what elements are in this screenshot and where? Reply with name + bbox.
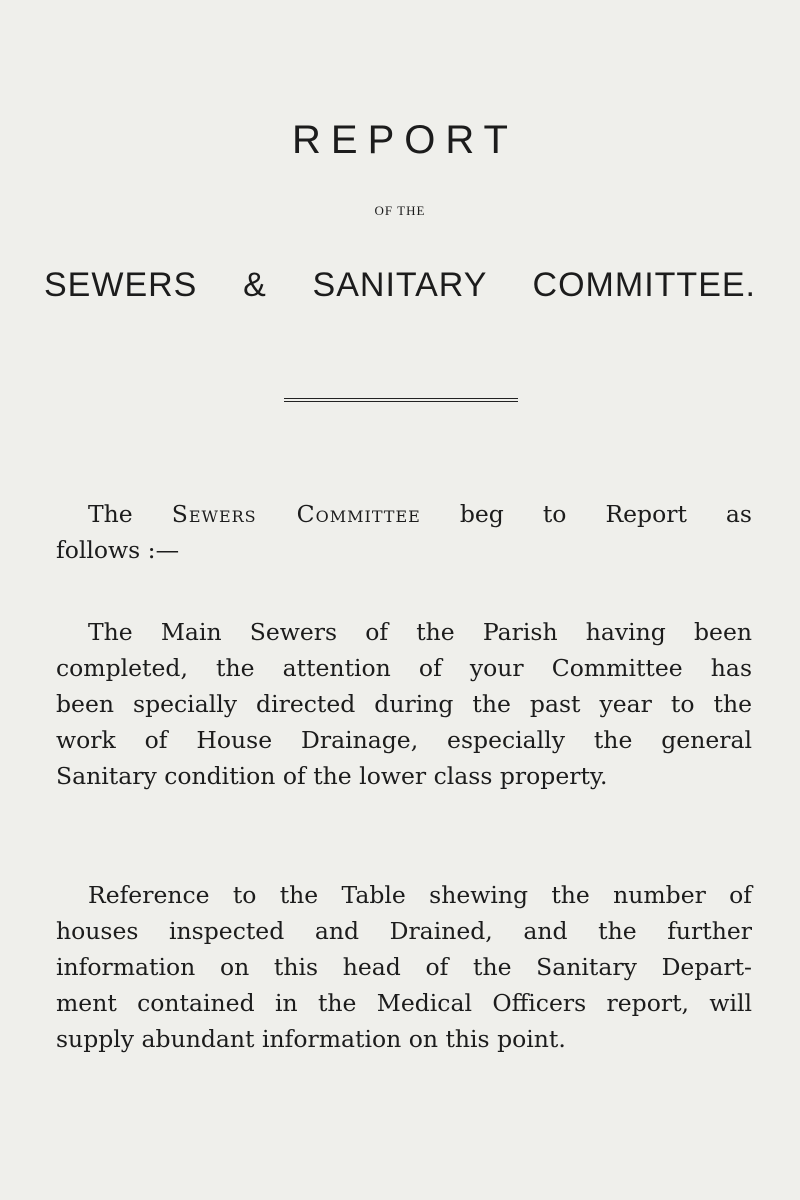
intro-prefix: The <box>88 500 133 528</box>
paragraph-line: houses inspected and Drained, and the further <box>56 917 752 945</box>
intro-paragraph <box>56 496 752 568</box>
section-divider <box>284 398 518 402</box>
body-paragraph-1 <box>56 614 752 794</box>
paragraph-line: information on this head of the Sanitary Depart- <box>56 953 752 981</box>
committee-heading: SEWERS & SANITARY COMMITTEE. <box>44 266 756 304</box>
paragraph-line: Reference to the Table shewing the number of <box>88 881 752 909</box>
paragraph-line: ment contained in the Medical Officers report, will <box>56 989 752 1017</box>
paragraph-line: completed, the attention of your Committee has <box>56 654 752 682</box>
paragraph-line: been specially directed during the past year to the <box>56 690 752 718</box>
paragraph-line: work of House Drainage, especially the general <box>56 726 752 754</box>
intro-line-1 <box>56 496 752 532</box>
report-title: REPORT <box>292 118 518 162</box>
report-subtitle: OF THE <box>374 203 426 218</box>
paragraph-line: supply abundant information on this point. <box>56 1025 566 1053</box>
intro-suffix: beg to Report as <box>459 500 752 528</box>
intro-line-2: follows :— <box>56 536 180 564</box>
paragraph-line: Sanitary condition of the lower class property. <box>56 762 608 790</box>
paragraph-line: The Main Sewers of the Parish having been <box>88 618 752 646</box>
intro-committee-name: Sewers Committee <box>171 500 421 528</box>
body-paragraph-2 <box>56 877 752 1057</box>
